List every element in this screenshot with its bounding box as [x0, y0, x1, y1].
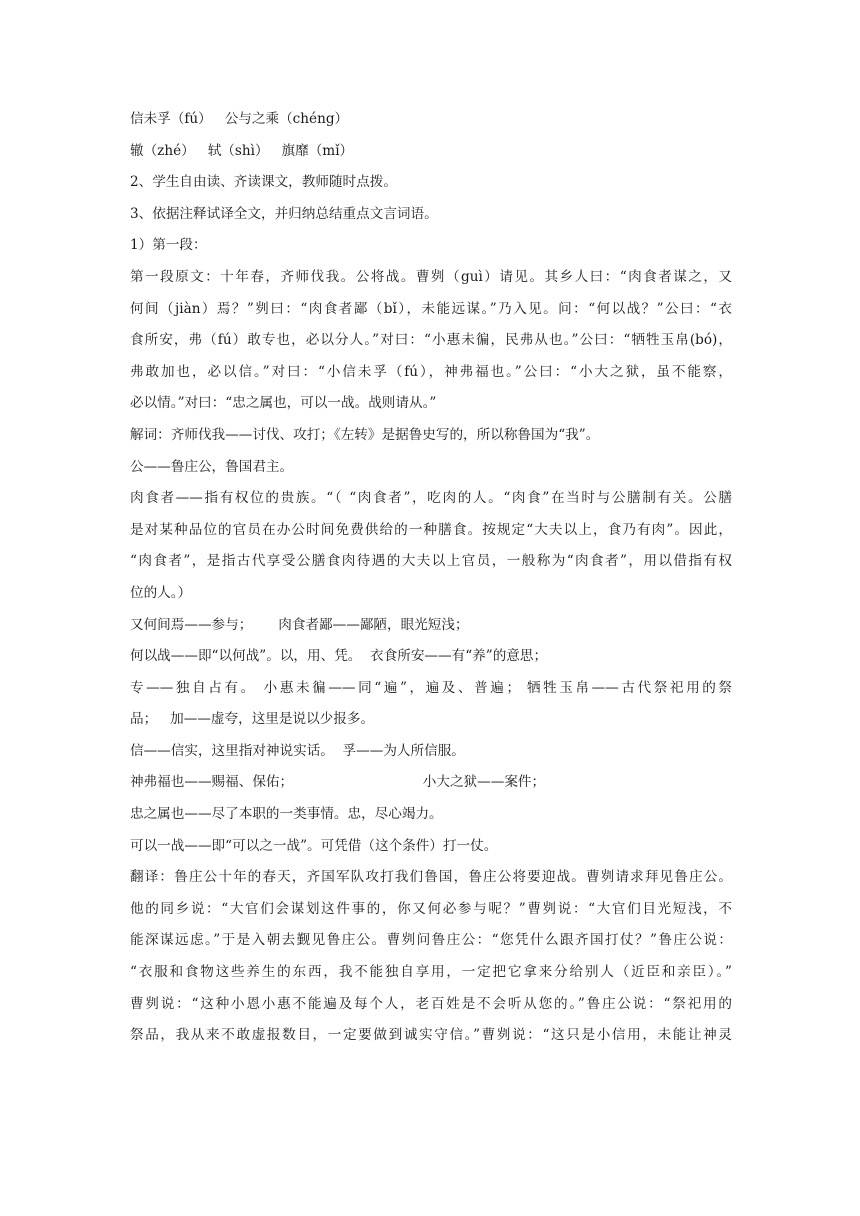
- text-line: 忠之属也——尽了本职的一类事情。忠，尽心竭力。: [130, 806, 443, 823]
- text-line: 专——独自占有。 小惠未徧——同“遍”，遍及、普遍； 牺牲玉帛——古代祭祀用的祭: [130, 679, 732, 696]
- text-line: 食所安，弗（fú）敢专也，必以分人。”对曰：“小惠未徧，民弗从也。”公曰：“牺牲玉帛(bó)，: [130, 332, 732, 349]
- text-line: 能深谋远虑。”于是入朝去觐见鲁庄公。曹刿问鲁庄公：“您凭什么跟齐国打仗？”鲁庄公说：: [130, 932, 732, 949]
- text-line: 翻译：鲁庄公十年的春天，齐国军队攻打我们鲁国，鲁庄公将要迎战。曹刿请求拜见鲁庄公。: [130, 869, 732, 886]
- text-line: 必以情。”对曰：“忠之属也，可以一战。战则请从。”: [130, 395, 437, 412]
- text-line: “衣服和食物这些养生的东西，我不能独自享用，一定把它拿来分给别人（近臣和亲臣）。”: [130, 964, 732, 981]
- text-line: 3、依据注释试译全文，并归纳总结重点文言词语。: [130, 205, 438, 222]
- text-line: 解词：齐师伐我——讨伐、攻打；《左转》是据鲁史写的，所以称鲁国为“我”。: [130, 426, 600, 443]
- text-line: 可以一战——即“可以之一战”。可凭借（这个条件）打一仗。: [130, 837, 498, 854]
- text-line: 祭品，我从来不敢虚报数目，一定要做到诚实守信。”曹刿说：“这只是小信用，未能让神灵: [130, 1027, 732, 1044]
- text-line: 何以战——即“以何战”。以，用、凭。 衣食所安——有“养”的意思；: [130, 648, 548, 665]
- document-body: [130, 104, 732, 1052]
- text-line: 信未孚（fú） 公与之乘（chéng）: [130, 111, 349, 127]
- text-line: 他的同乡说：“大官们会谋划这件事的，你又何必参与呢？”曹刿说：“大官们目光短浅，不: [130, 900, 732, 917]
- text-line: 是对某种品位的官员在办公时间免费供给的一种膳食。按规定“大夫以上，食乃有肉”。因此，: [130, 521, 732, 538]
- text-line: 又何间焉——参与； 肉食者鄙——鄙陋，眼光短浅；: [130, 616, 469, 633]
- text-line: “肉食者”，是指古代享受公膳食肉待遇的大夫以上官员，一般称为“肉食者”，用以借指有权: [130, 553, 732, 570]
- text-line: 品； 加——虚夸，这里是说以少报多。: [130, 711, 375, 728]
- text-line: 弗敢加也，必以信。”对曰：“小信未孚（fú），神弗福也。”公曰：“小大之狱，虽不能察，: [130, 363, 732, 380]
- text-line: 肉食者——指有权位的贵族。“（ “肉食者”，吃肉的人。“肉食”在当时与公膳制有关。公膳: [130, 490, 732, 507]
- text-line: 何间（jiàn）焉？”刿曰：“肉食者鄙（bǐ），未能远谋。”乃入见。问：“何以战？”公曰：“衣: [130, 300, 732, 317]
- text-line: 曹刿说：“这种小恩小惠不能遍及每个人，老百姓是不会听从您的。”鲁庄公说：“祭祀用的: [130, 995, 732, 1012]
- text-line: 2、学生自由读、齐读课文，教师随时点拨。: [130, 174, 397, 191]
- text-line: 位的人。）: [130, 584, 192, 601]
- text-line: 信——信实，这里指对神说实话。 孚——为人所信服。: [130, 742, 465, 759]
- text-line: 神弗福也——赐福、保佑； 小大之狱——案件；: [130, 774, 546, 791]
- text-line: 第一段原文：十年春，齐师伐我。公将战。曹刿（guì）请见。其乡人曰：“肉食者谋之，又: [130, 268, 732, 285]
- text-line: 1）第一段：: [130, 237, 207, 254]
- text-line: 公——鲁庄公，鲁国君主。: [130, 458, 294, 475]
- text-line: 辙（zhé） 轼（shì） 旗靡（mǐ）: [130, 142, 354, 159]
